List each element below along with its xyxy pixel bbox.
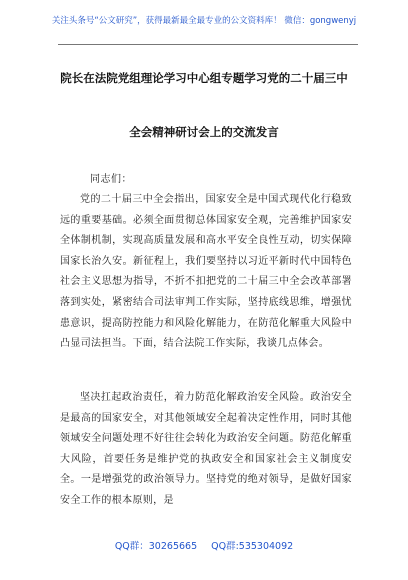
header-banner: 关注头条号“公文研究”，获得最新最全最专业的公文资料库！ 微信：gongwenyj (51, 16, 357, 26)
header-divider (58, 44, 358, 45)
document-title-line-1: 院长在法院党组理论学习中心组专题学习党的二十届三中 (60, 71, 348, 85)
footer (0, 538, 408, 552)
paragraph-1: 党的二十届三中全会指出，国家安全是中国式现代化行稳致远的重要基础。必须全面贯彻总体国家安全观，完善维护国家安全体制机制，实现高质量发展和高水平安全良性互动，切实保障国家长治久安。新征程上，我们要坚持以习近平新时代中国特色社会主义思想为指导，不折不扣把党的二十届三中全会改革部署落到实处，紧密结合司法审判工作实际，坚持底线思维，增强忧患意识，提高防控能力和风险化解能力，在防范化解重大风险中凸显司法担当。下面，结合法院工作实际，我谈几点体会。 (60, 194, 352, 350)
document-title-line-2: 全会精神研讨会上的交流发言 (129, 125, 279, 139)
salutation: 同志们： (90, 174, 132, 185)
footer-qq-group-2: QQ群:535304092 (211, 541, 294, 552)
footer-qq-group-1: QQ群：30265665 (114, 541, 198, 552)
paragraph-2: 坚决扛起政治责任，着力防范化解政治安全风险。政治安全是最高的国家安全，对其他领域安全起着决定性作用，同时其他领域安全问题处理不好往往会转化为政治安全问题。防范化解重大风险，首要任务是维护党的执政安全和国家社会主义制度安全。一是增强党的政治领导力。坚持党的绝对领导，是做好国家安全工作的根本原则，是 (60, 392, 352, 506)
